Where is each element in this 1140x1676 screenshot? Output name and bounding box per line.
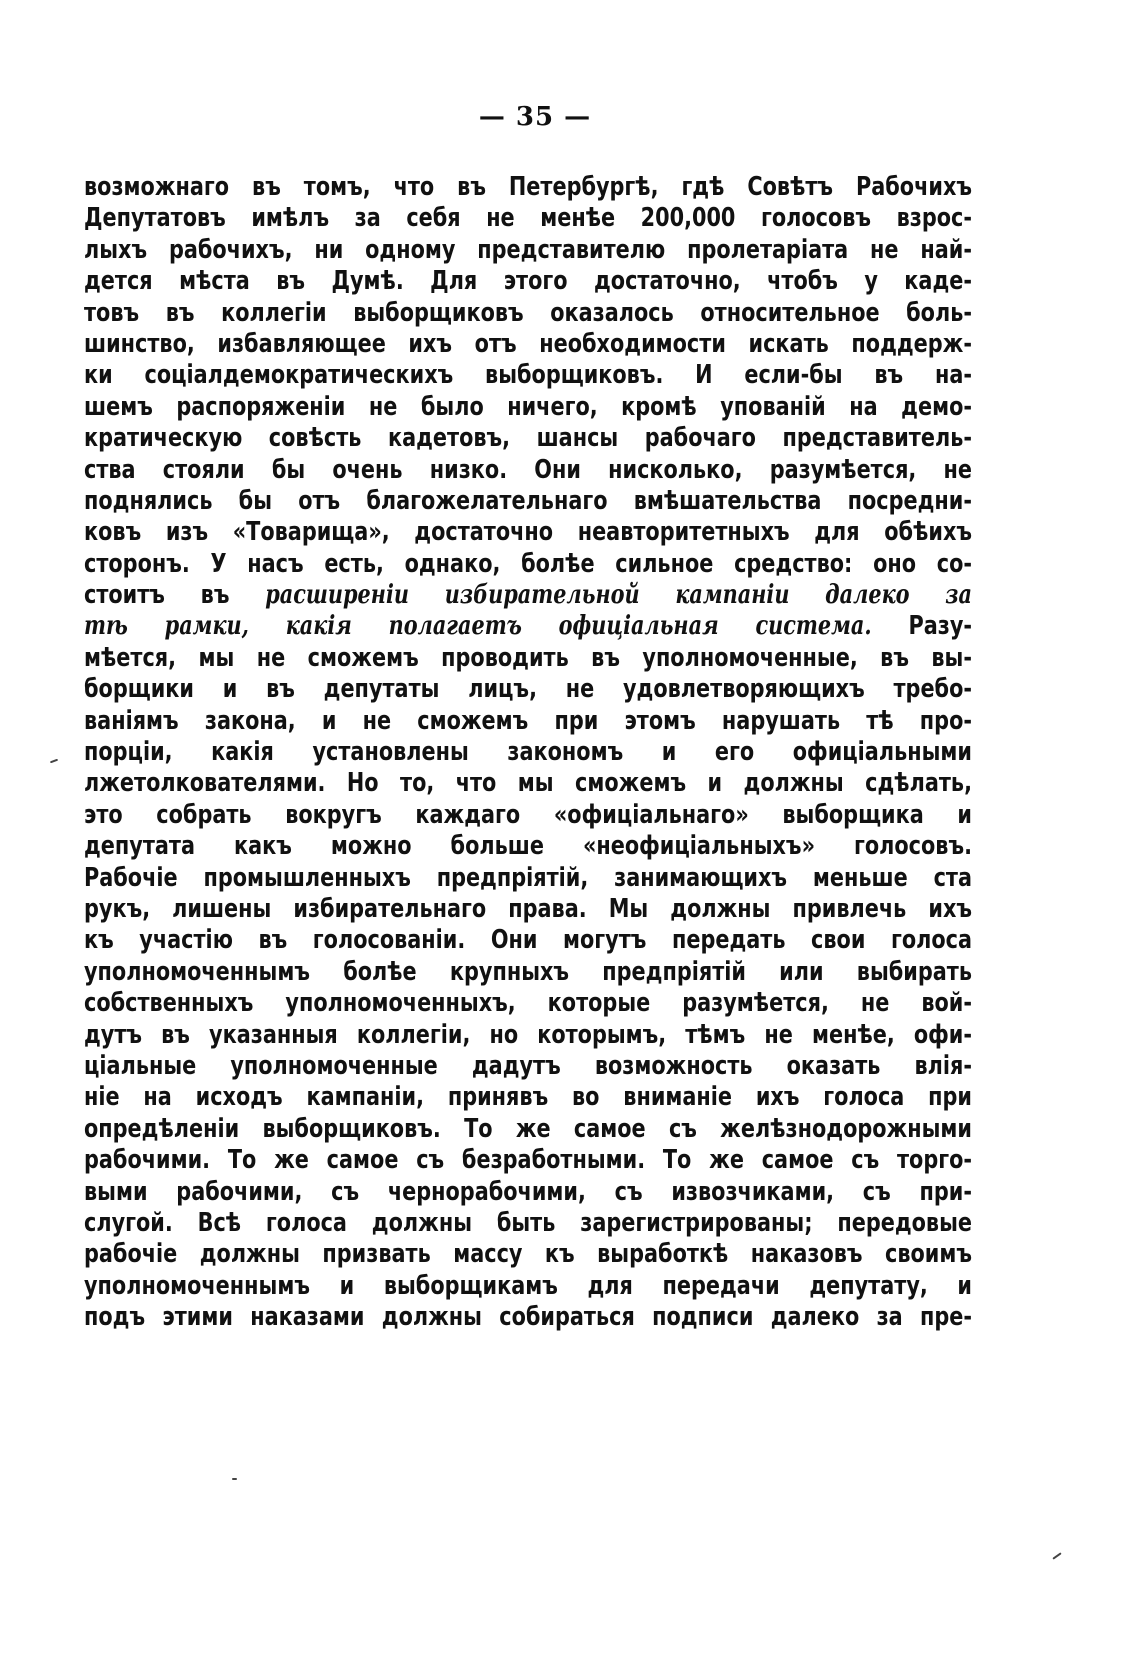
text-line: слугой. Всѣ голоса должны быть зарегистрированы; передовые	[84, 1207, 972, 1238]
page-number: — 35 —	[478, 102, 592, 132]
text-line: выми рабочими, съ чернорабочими, съ извозчиками, съ при-	[84, 1176, 972, 1207]
text-line: рабочими. То же самое съ безработными. То же самое съ торго-	[84, 1145, 972, 1176]
text-line: рукъ, лишены избирательнаго права. Мы должны привлечь ихъ	[84, 893, 972, 924]
italic-emphasis: расширеніи избирательной кампаніи далеко за	[265, 580, 972, 611]
text-line-emphasis	[84, 611, 972, 642]
text-line: Рабочіе промышленныхъ предпріятій, занимающихъ меньше ста	[84, 862, 972, 893]
text-line: ваніямъ закона, и не сможемъ при этомъ нарушать тѣ про-	[84, 705, 972, 736]
text-line: лыхъ рабочихъ, ни одному представителю пролетаріата не най-	[84, 234, 972, 265]
line-trail-text: Разу-	[871, 611, 972, 642]
italic-emphasis: тѣ рамки, какія полагаетъ офиціальная система.	[84, 611, 872, 642]
text-line-emphasis	[84, 580, 972, 611]
text-line: депутата какъ можно больше «неофиціальныхъ» голосовъ.	[84, 831, 972, 862]
text-line: ціальные уполномоченные дадутъ возможность оказать влія-	[84, 1050, 972, 1081]
text-line: возможнаго въ томъ, что въ Петербургѣ, гдѣ Совѣтъ Рабочихъ	[84, 172, 972, 202]
text-line: борщики и въ депутаты лицъ, не удовлетворяющихъ требо-	[84, 674, 972, 705]
text-line: ства стояли бы очень низко. Они нисколько, разумѣется, не	[84, 454, 972, 485]
text-line: опредѣленіи выборщиковъ. То же самое съ желѣзнодорожными	[84, 1113, 972, 1144]
text-line: ніе на исходъ кампаніи, принявъ во вниманіе ихъ голоса при	[84, 1082, 972, 1113]
text-line: кратическую совѣсть кадетовъ, шансы рабочаго представитель-	[84, 423, 972, 454]
text-line: къ участію въ голосованіи. Они могутъ передать свои голоса	[84, 925, 972, 956]
text-line: дутъ въ указанныя коллегіи, но которымъ, тѣмъ не менѣе, офи-	[84, 1019, 972, 1050]
text-line: шинство, избавляющее ихъ отъ необходимости искать поддерж-	[84, 328, 972, 359]
text-line: поднялись бы отъ благожелательнаго вмѣшательства посредни-	[84, 485, 972, 516]
scan-speck	[232, 1478, 237, 1480]
line-lead-text: стоитъ въ	[84, 580, 266, 611]
text-line: лжетолкователями. Но то, что мы сможемъ и должны сдѣлать,	[84, 768, 972, 799]
text-line: мѣется, мы не сможемъ проводить въ уполномоченные, въ вы-	[84, 642, 972, 673]
body-text	[84, 172, 972, 1333]
text-line: собственныхъ уполномоченныхъ, которые разумѣется, не вой-	[84, 988, 972, 1019]
text-line: уполномоченнымъ болѣе крупныхъ предпріятій или выбирать	[84, 956, 972, 987]
scan-speck	[1052, 1552, 1061, 1559]
text-line: дется мѣста въ Думѣ. Для этого достаточно, чтобъ у каде-	[84, 266, 972, 297]
text-line: товъ въ коллегіи выборщиковъ оказалось относительное боль-	[84, 297, 972, 328]
text-line: рабочіе должны призвать массу къ выработкѣ наказовъ своимъ	[84, 1239, 972, 1270]
text-line: Депутатовъ имѣлъ за себя не менѣе 200,000 голосовъ взрос-	[84, 203, 972, 234]
text-line: подъ этими наказами должны собираться подписи далеко за пре-	[84, 1302, 972, 1333]
text-line: уполномоченнымъ и выборщикамъ для передачи депутату, и	[84, 1270, 972, 1301]
text-line: порціи, какія установлены закономъ и его офиціальными	[84, 737, 972, 768]
text-line: ки соціалдемократическихъ выборщиковъ. И если-бы въ на-	[84, 360, 972, 391]
text-line: ковъ изъ «Товарища», достаточно неавторитетныхъ для обѣихъ	[84, 517, 972, 548]
text-line: сторонъ. У насъ есть, однако, болѣе сильное средство: оно со-	[84, 548, 972, 579]
scan-speck	[50, 759, 58, 764]
text-line: шемъ распоряженіи не было ничего, кромѣ упованій на демо-	[84, 391, 972, 422]
text-line: это собрать вокругъ каждаго «офиціальнаго» выборщика и	[84, 799, 972, 830]
